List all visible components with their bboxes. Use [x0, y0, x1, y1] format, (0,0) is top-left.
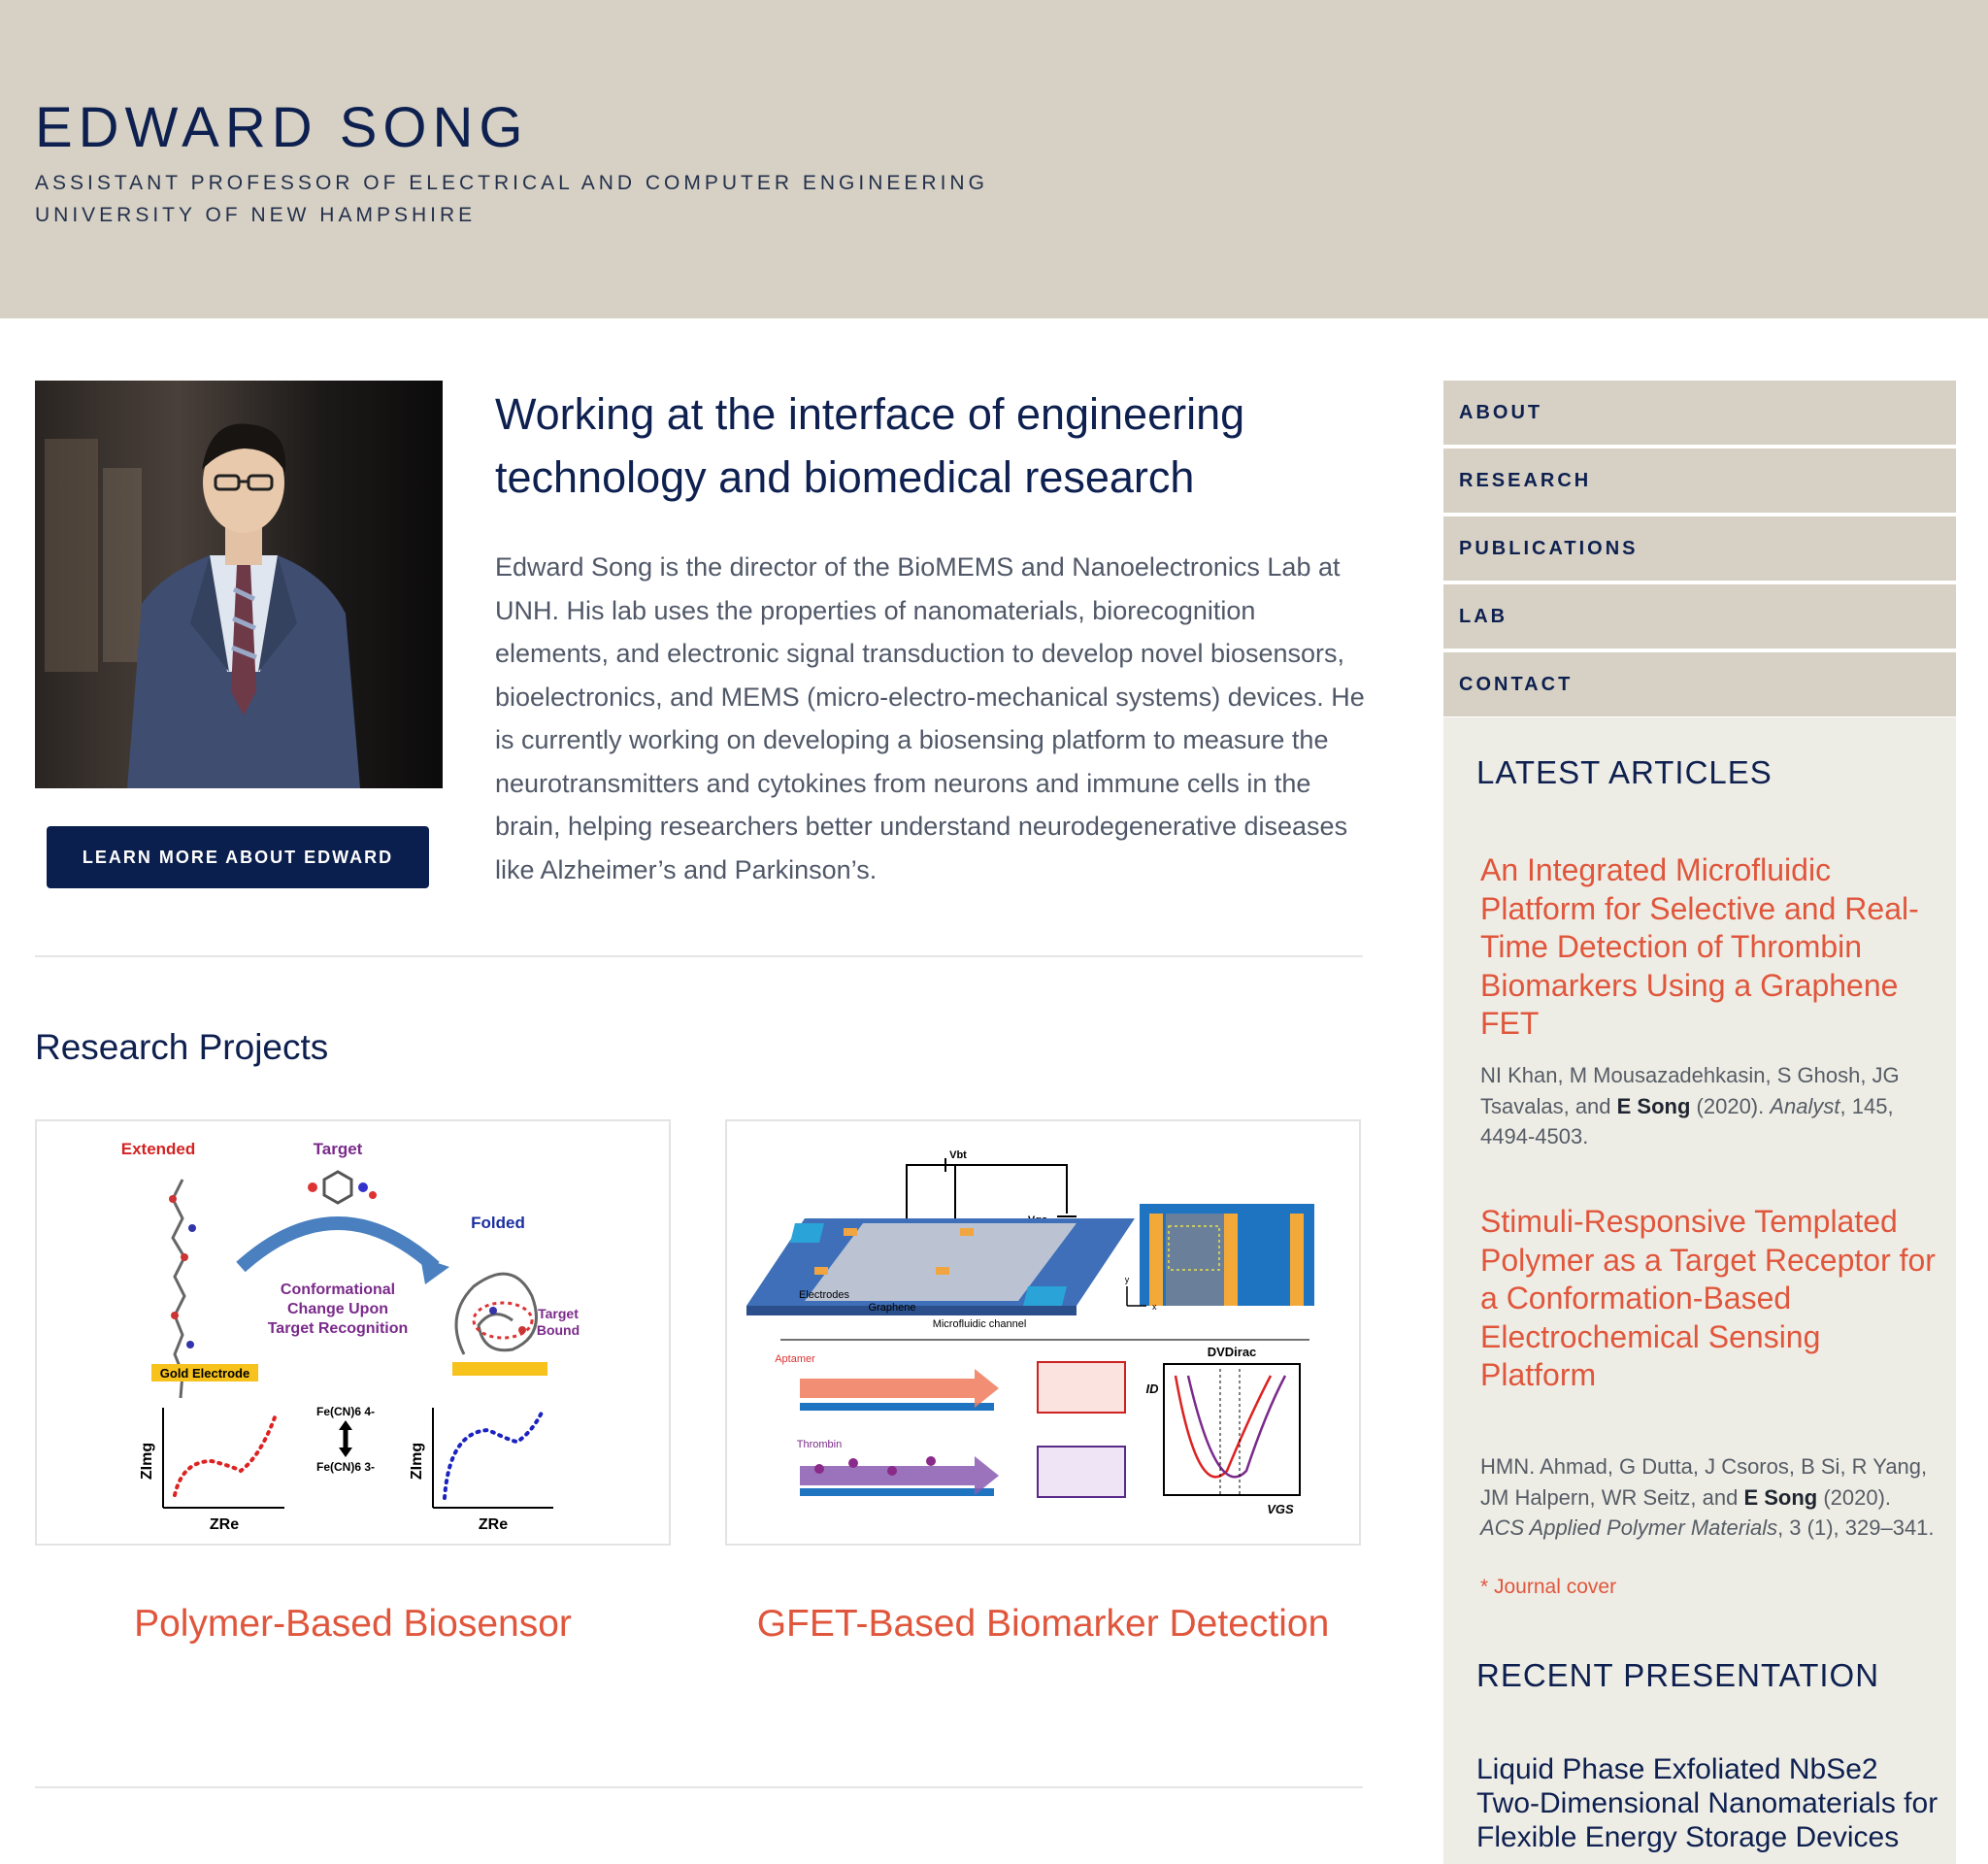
fig-label-electrodes: Electrodes	[799, 1289, 849, 1301]
aptamer-flow-icon	[800, 1369, 999, 1411]
thrombin-flow-icon	[800, 1456, 999, 1496]
latest-articles-heading: LATEST ARTICLES	[1476, 754, 1773, 790]
fig-label-vgs-axis: VGS	[1267, 1502, 1294, 1516]
section-divider	[35, 955, 1363, 957]
site-subtitle	[35, 167, 988, 231]
subtitle-title: ASSISTANT PROFESSOR OF ELECTRICAL AND COMPUTER ENGINEERING	[35, 172, 988, 194]
polymer-biosensor-figure	[37, 1121, 669, 1544]
conformational-arrow-icon	[241, 1223, 435, 1267]
article-details-2: , 3 (1), 329–341.	[1777, 1515, 1935, 1540]
research-projects-heading: Research Projects	[35, 1027, 329, 1067]
fig-label-extended: Extended	[120, 1140, 196, 1158]
fig-label-fe-red: Fe(CN)6 3-	[315, 1460, 376, 1474]
project-card-gfet[interactable]	[725, 1119, 1361, 1546]
nav-item-research[interactable]: RESEARCH	[1443, 449, 1956, 513]
fig-label-zre-right: ZRe	[478, 1516, 509, 1533]
fig-axis-y-top: y	[1124, 1275, 1130, 1284]
fig-label-folded: Folded	[471, 1214, 525, 1232]
article-details-1: , 145, 4494-4503.	[1480, 1093, 1894, 1148]
fig-label-bound: Bound	[536, 1322, 580, 1338]
recent-presentation-heading: RECENT PRESENTATION	[1476, 1657, 1880, 1693]
presentation-title[interactable]: Liquid Phase Exfoliated NbSe2 Two-Dimensional Nanomaterials for Flexible Energy Storage Devices	[1476, 1753, 1938, 1853]
intro-heading: Working at the interface of engineering technology and biomedical research	[495, 389, 1245, 502]
fig-label-target-bound: Target	[538, 1306, 579, 1321]
article-journal-2: ACS Applied Polymer Materials	[1480, 1515, 1778, 1540]
fig-label-gold-electrode: Gold Electrode	[159, 1366, 250, 1381]
article-journal-1: Analyst	[1770, 1093, 1840, 1118]
gold-electrode-right	[452, 1362, 547, 1376]
article-title-2[interactable]: Stimuli-Responsive Templated Polymer as a Target Receptor for a Conformation-Based Electrochemical Sensing Platform	[1480, 1204, 1936, 1393]
folded-polymer-icon	[456, 1274, 537, 1354]
impedance-plot-left	[163, 1408, 284, 1508]
article-authors-1: NI Khan, M Mousazadehkasin, S Ghosh, JG Tsavalas, and	[1480, 1063, 1900, 1118]
fig-label-target: Target	[313, 1140, 363, 1158]
fig-label-change-upon: Change Upon	[287, 1301, 388, 1317]
article-author-highlight-2: E Song	[1743, 1484, 1818, 1510]
journal-cover-note[interactable]: * Journal cover	[1480, 1576, 1617, 1598]
fig-label-dvdirac: DVDirac	[1207, 1345, 1257, 1359]
article-meta-2	[1480, 1451, 1937, 1544]
thrombin-inset-icon	[1038, 1447, 1125, 1497]
fig-label-zimg-right: ZImg	[409, 1442, 425, 1481]
profile-photo	[35, 381, 443, 788]
section-divider-bottom	[35, 1786, 1363, 1788]
project-card-polymer[interactable]	[35, 1119, 671, 1546]
fig-label-thrombin: Thrombin	[796, 1439, 843, 1450]
nav-item-publications[interactable]: PUBLICATIONS	[1443, 516, 1956, 581]
fig-label-vbt: Vbt	[949, 1149, 967, 1161]
gfet-top-view-icon	[1140, 1204, 1314, 1306]
target-molecule-icon	[308, 1172, 377, 1203]
article-authors-2: HMN. Ahmad, G Dutta, J Csoros, B Si, R Yang, JM Halpern, WR Seitz, and	[1480, 1454, 1928, 1510]
nav-item-lab[interactable]: LAB	[1443, 584, 1956, 649]
project-title-gfet[interactable]: GFET-Based Biomarker Detection	[756, 1603, 1330, 1645]
fig-label-graphene: Graphene	[868, 1302, 916, 1314]
sidebar-nav	[1443, 381, 1956, 720]
article-year-2: (2020).	[1817, 1484, 1892, 1510]
gfet-device-icon	[746, 1218, 1135, 1315]
fig-axis-x-top: x	[1152, 1302, 1157, 1312]
fig-label-aptamer: Aptamer	[775, 1353, 815, 1365]
transfer-curve-plot	[1164, 1364, 1300, 1495]
article-title-1[interactable]: An Integrated Microfluidic Platform for Selective and Real-Time Detection of Thrombin Biomarkers Using a Graphene FET	[1480, 852, 1919, 1042]
nav-item-contact[interactable]: CONTACT	[1443, 652, 1956, 716]
profile-photo-illustration	[35, 381, 443, 788]
site-header	[0, 0, 1988, 318]
nav-item-about[interactable]: ABOUT	[1443, 381, 1956, 445]
intro-text: Edward Song is the director of the BioMEMS and Nanoelectronics Lab at UNH. His lab uses the properties of nanomaterials, biorecognition elements, and electronic signal transduction to develop novel biosensors, bioelectronics, and MEMS (micro-electro-mechanical systems) devices. He is currently working on developing a biosensing platform to measure the neurotransmitters and cytokines from neurons and immune cells in the brain, helping researchers better understand neurodegenerative diseases like Alzheimer’s and Parkinson’s.	[495, 552, 1365, 884]
impedance-plot-right	[433, 1408, 553, 1508]
fig-label-fe-ox: Fe(CN)6 4-	[315, 1405, 376, 1418]
article-year-1: (2020).	[1690, 1093, 1771, 1118]
site-title[interactable]: EDWARD SONG	[35, 96, 529, 159]
article-meta-1	[1480, 1060, 1937, 1152]
learn-more-button[interactable]: LEARN MORE ABOUT EDWARD	[47, 826, 429, 888]
article-author-highlight-1: E Song	[1616, 1093, 1691, 1118]
subtitle-university: UNIVERSITY OF NEW HAMPSHIRE	[35, 204, 477, 226]
fig-label-zimg-left: ZImg	[139, 1442, 155, 1481]
project-title-polymer[interactable]: Polymer-Based Biosensor	[134, 1603, 572, 1645]
sidebar-panel	[1443, 717, 1956, 1864]
fig-label-microfluidic-channel: Microfluidic channel	[932, 1318, 1027, 1330]
fig-label-conformational: Conformational	[280, 1282, 396, 1298]
fig-label-zre-left: ZRe	[209, 1516, 240, 1533]
fig-label-target-recognition: Target Recognition	[267, 1320, 409, 1337]
fig-label-id: ID	[1145, 1381, 1159, 1396]
gfet-biomarker-figure	[727, 1121, 1359, 1544]
aptamer-inset-icon	[1038, 1362, 1125, 1413]
